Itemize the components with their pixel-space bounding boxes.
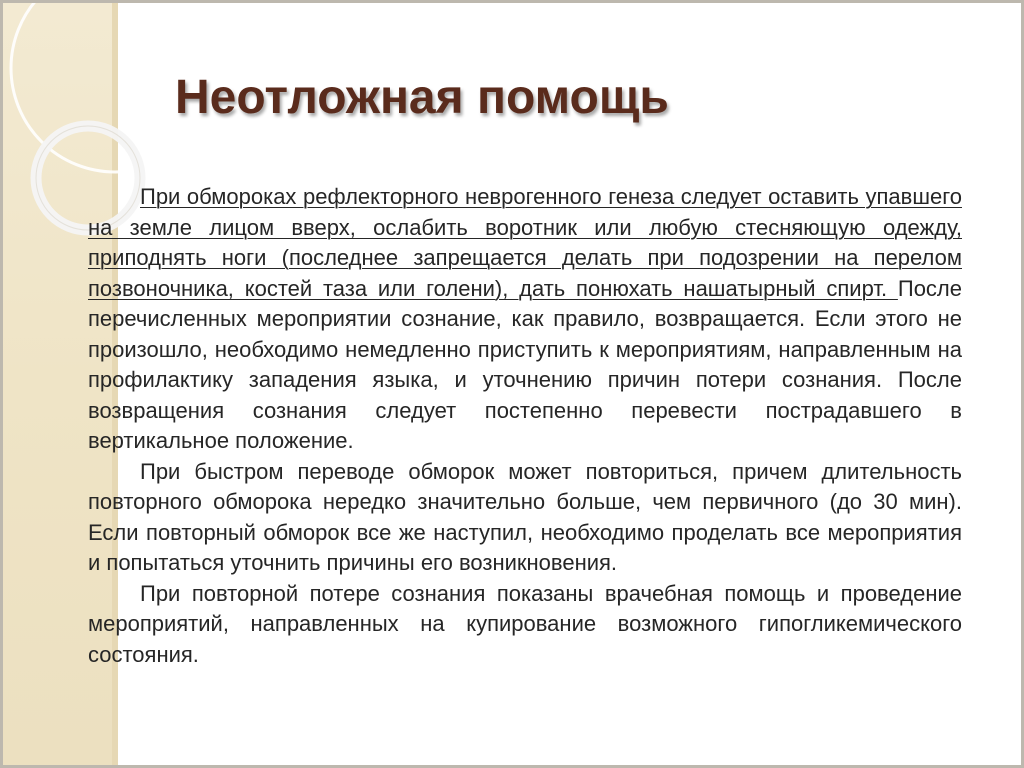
paragraph-2: При быстром переводе обморок может повториться, причем длительность повторного обморока нередко значительно больше, чем первичного (до 30 мин). Если повторный обморок все же наступил, необходимо проделать все мероприятия и попытаться уточнить причины его возникновения. <box>88 458 962 575</box>
paragraph-1-rest: После перечисленных мероприятии сознание, как правило, возвращается. Если этого не произошло, необходимо немедленно приступить к мероприятиям, направленным на профилактику западения языка, и уточнению причин потери сознания. После возвращения сознания следует постепенно перевести пострадавшего в вертикальное положение. <box>88 275 962 453</box>
body-text <box>88 182 962 670</box>
paragraph-3: При повторной потере сознания показаны врачебная помощь и проведение мероприятий, направленных на купирование возможного гипогликемического состояния. <box>88 580 962 667</box>
paragraph-1 <box>88 182 962 457</box>
page-title: Неотложная помощь <box>175 71 669 124</box>
underlined-instructions: При обмороках рефлекторного неврогенного генеза следует оставить упавшего на земле лицом вверх, ослабить воротник или любую стесняющую одежду, приподнять ноги (последнее запрещается делать при подозрении на перелом позвоночника, костей таза или голени), дать понюхать нашатырный спирт. <box>88 184 962 301</box>
